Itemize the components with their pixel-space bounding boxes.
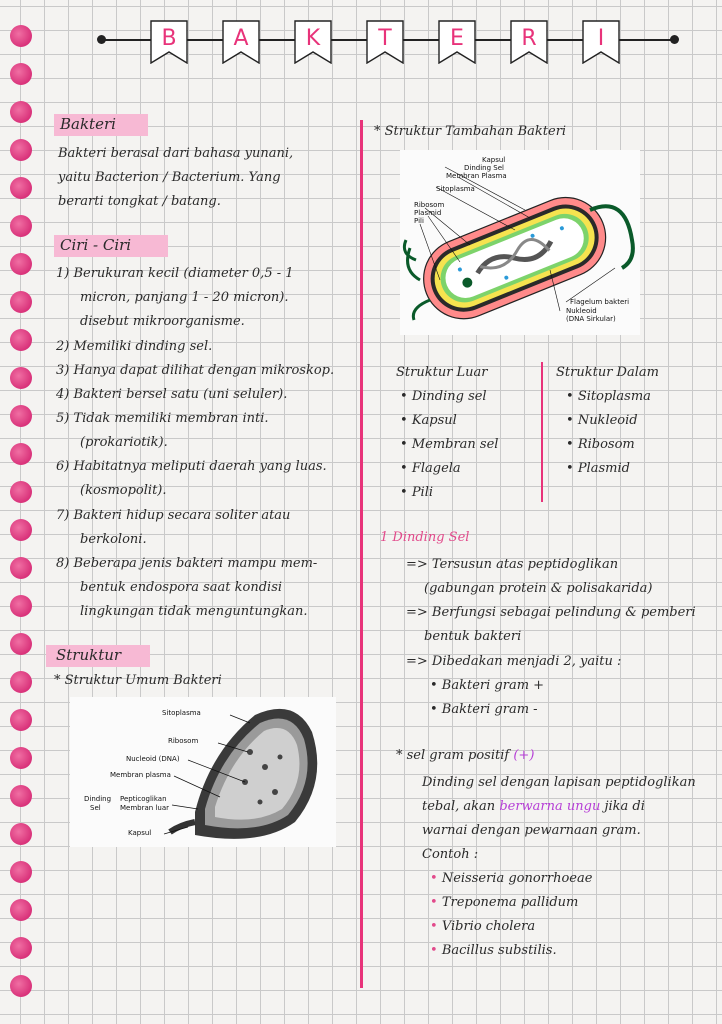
intro-line: Bakteri berasal dari bahasa yunani,: [58, 146, 294, 161]
label-membran-plasma: Membran plasma: [110, 771, 171, 779]
label-kapsul: Kapsul: [482, 156, 506, 164]
banner-flag: [510, 20, 548, 64]
bacterium-illustration: [400, 150, 640, 335]
label-ribosom: Ribosom: [168, 737, 199, 745]
luar-item-text: Dinding sel: [411, 389, 487, 404]
dalam-item-text: Plasmid: [577, 461, 630, 476]
dalam-item: • Sitoplasma: [566, 389, 651, 404]
gram-line: [422, 799, 645, 814]
binder-hole: [10, 139, 32, 161]
gram-positif-text: * sel gram positif: [396, 748, 510, 763]
struktur-umum-diagram: [70, 697, 336, 847]
banner-flag: [150, 20, 188, 64]
binder-hole: [10, 443, 32, 465]
ciri-line: berkoloni.: [80, 532, 147, 547]
banner-letter: T: [378, 26, 392, 51]
binder-hole: [10, 861, 32, 883]
dalam-item: • Nukleoid: [566, 413, 638, 428]
dinding-line: => Tersusun atas peptidoglikan: [406, 557, 619, 572]
label-flagelum: Flagelum bakteri: [570, 298, 630, 306]
banner-flag: [366, 20, 404, 64]
dalam-item: • Plasmid: [566, 461, 630, 476]
label-nucleoid: Nucleoid (DNA): [126, 755, 180, 763]
banner-flag: [222, 20, 260, 64]
struktur-umum-label: * Struktur Umum Bakteri: [54, 673, 222, 688]
contoh-item-text: Vibrio cholera: [441, 919, 536, 934]
banner-flag: [438, 20, 476, 64]
dinding-line: (gabungan protein & polisakarida): [424, 581, 653, 596]
heading-struktur: Struktur: [56, 646, 122, 664]
gram-line-part: jika di: [604, 799, 645, 814]
bullet-icon: •: [430, 871, 438, 886]
binder-hole: [10, 291, 32, 313]
gram-line: Dinding sel dengan lapisan peptidoglikan: [422, 775, 696, 790]
structure-divider: [541, 362, 543, 502]
title-banner: [0, 18, 722, 78]
label-kapsul: Kapsul: [128, 829, 152, 837]
luar-item-text: Flagela: [411, 461, 461, 476]
gram-line-highlight: berwarna ungu: [499, 799, 601, 814]
binder-hole: [10, 329, 32, 351]
contoh-item: [430, 895, 578, 910]
ciri-line: 2) Memiliki dinding sel.: [56, 339, 213, 354]
bullet-icon: •: [430, 919, 438, 934]
contoh-label: Contoh :: [422, 847, 479, 862]
dinding-line: • Bakteri gram -: [430, 702, 538, 717]
banner-letter: E: [450, 26, 464, 51]
binder-hole: [10, 671, 32, 693]
heading-bakteri: Bakteri: [60, 115, 116, 133]
binder-hole: [10, 633, 32, 655]
contoh-item-text: Neisseria gonorrhoeae: [441, 871, 593, 886]
binder-hole: [10, 899, 32, 921]
label-membran-luar: Membran luar: [120, 804, 169, 812]
banner-letter: I: [597, 26, 605, 51]
dinding-line: bentuk bakteri: [424, 629, 522, 644]
intro-line: berarti tongkat / batang.: [58, 194, 221, 209]
ciri-line: (prokariotik).: [80, 435, 168, 450]
binder-hole: [10, 253, 32, 275]
gram-line-part: tebal, akan: [422, 799, 496, 814]
banner-knot: [97, 35, 106, 44]
heading-dinding-sel: 1 Dinding Sel: [380, 530, 470, 545]
banner-letter: R: [521, 26, 537, 51]
label-sitoplasma: Sitoplasma: [162, 709, 201, 717]
ciri-line: 5) Tidak memiliki membran inti.: [56, 411, 269, 426]
banner-letter: K: [305, 26, 321, 51]
banner-flag: [582, 20, 620, 64]
banner-letter: A: [233, 26, 249, 51]
label-dna: (DNA Sirkular): [566, 315, 616, 323]
ciri-line: 8) Beberapa jenis bakteri mampu mem-: [56, 556, 318, 571]
dalam-item-text: Ribosom: [577, 437, 635, 452]
intro-line: yaitu Bacterion / Bacterium. Yang: [58, 170, 281, 185]
dalam-item-text: Sitoplasma: [577, 389, 651, 404]
struktur-tambahan-diagram: [400, 150, 640, 335]
binder-hole: [10, 557, 32, 579]
banner-flag: [294, 20, 332, 64]
ciri-line: 1) Berukuran kecil (diameter 0,5 - 1: [56, 266, 294, 281]
contoh-item: [430, 871, 592, 886]
dinding-line: => Dibedakan menjadi 2, yaitu :: [406, 654, 622, 669]
luar-item: • Dinding sel: [400, 389, 487, 404]
contoh-item: [430, 943, 557, 958]
label-sitoplasma: Sitoplasma: [436, 185, 475, 193]
contoh-item-text: Treponema pallidum: [441, 895, 579, 910]
binder-hole: [10, 367, 32, 389]
contoh-item-text: Bacillus substilis.: [441, 943, 557, 958]
label-sel: Sel: [90, 804, 101, 812]
dinding-line: • Bakteri gram +: [430, 678, 545, 693]
binder-hole: [10, 937, 32, 959]
binder-hole: [10, 709, 32, 731]
binder-hole: [10, 975, 32, 997]
ciri-line: 4) Bakteri bersel satu (uni seluler).: [56, 387, 288, 402]
binder-hole: [10, 519, 32, 541]
dinding-line: => Berfungsi sebagai pelindung & pemberi: [406, 605, 696, 620]
banner-letter: B: [161, 26, 177, 51]
heading-ciri: Ciri - Ciri: [60, 236, 132, 254]
luar-item-text: Membran sel: [411, 437, 499, 452]
ciri-line: 7) Bakteri hidup secara soliter atau: [56, 508, 291, 523]
dalam-item-text: Nukleoid: [577, 413, 638, 428]
binder-hole: [10, 481, 32, 503]
binder-hole: [10, 823, 32, 845]
binder-hole: [10, 785, 32, 807]
binder-hole: [10, 595, 32, 617]
ciri-line: micron, panjang 1 - 20 micron).: [80, 290, 289, 305]
ciri-line: 3) Hanya dapat dilihat dengan mikroskop.: [56, 363, 335, 378]
ciri-line: bentuk endospora saat kondisi: [80, 580, 283, 595]
luar-item-text: Pili: [411, 485, 434, 500]
luar-item-text: Kapsul: [411, 413, 457, 428]
label-dinding: Dinding: [84, 795, 112, 803]
bullet-icon: •: [430, 895, 438, 910]
label-dinding-sel: Dinding Sel: [464, 164, 504, 172]
label-ribosom: Ribosom: [414, 201, 445, 209]
gram-line: warnai dengan pewarnaan gram.: [422, 823, 641, 838]
column-divider: [360, 120, 363, 988]
contoh-item: [430, 919, 535, 934]
heading-gram-positif: [396, 748, 534, 763]
luar-item: • Pili: [400, 485, 434, 500]
ciri-line: lingkungan tidak menguntungkan.: [80, 604, 308, 619]
label-membran-plasma: Membran Plasma: [446, 172, 507, 180]
ciri-line: 6) Habitatnya meliputi daerah yang luas.: [56, 459, 327, 474]
binder-hole: [10, 747, 32, 769]
gram-positif-sign: (+): [513, 748, 535, 763]
binder-hole: [10, 177, 32, 199]
label-pili: Pili: [414, 217, 424, 225]
dalam-item: • Ribosom: [566, 437, 635, 452]
binder-hole: [10, 101, 32, 123]
luar-item: • Kapsul: [400, 413, 457, 428]
label-peptidoglikan: Pepticoglikan: [120, 795, 167, 803]
ciri-line: disebut mikroorganisme.: [80, 314, 245, 329]
heading-struktur-luar: Struktur Luar: [396, 365, 488, 380]
binder-hole: [10, 215, 32, 237]
luar-item: • Membran sel: [400, 437, 499, 452]
heading-struktur-dalam: Struktur Dalam: [556, 365, 659, 380]
label-plasmid: Plasmid: [414, 209, 442, 217]
bullet-icon: •: [430, 943, 438, 958]
label-nukleoid: Nukleoid: [566, 307, 597, 315]
luar-item: • Flagela: [400, 461, 461, 476]
binder-hole: [10, 405, 32, 427]
struktur-tambahan-label: * Struktur Tambahan Bakteri: [374, 124, 567, 139]
banner-knot: [670, 35, 679, 44]
ciri-line: (kosmopolit).: [80, 483, 167, 498]
